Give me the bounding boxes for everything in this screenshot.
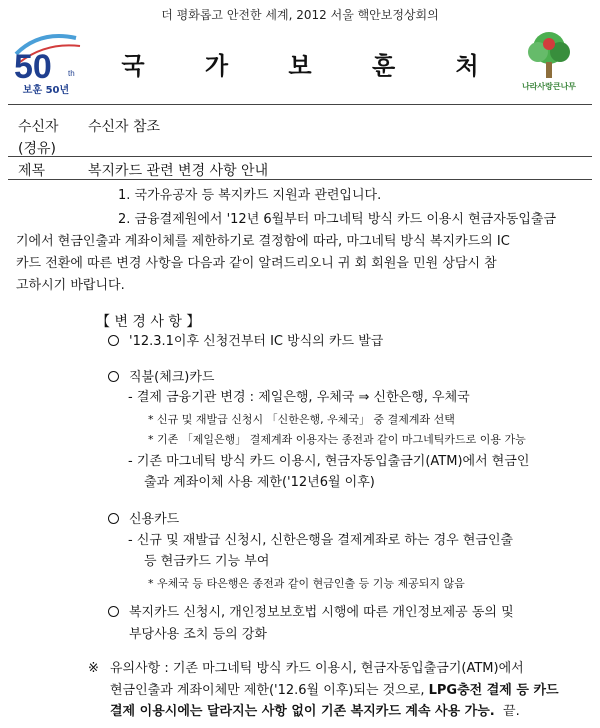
changes-heading: 【 변 경 사 항 】 [96,314,201,330]
nara-sarang-tree-logo [514,28,584,92]
notice-line-3-bold: 결제 이용시에는 달라지는 사항 없이 기존 복지카드 계속 사용 가능. [110,704,495,719]
change-item-2-b-line-1: - 기존 마그네틱 방식 카드 이용시, 현금자동입출금기(ATM)에서 현금인 [128,454,530,469]
paragraph-1: 1. 국가유공자 등 복지카드 지원과 관련입니다. [118,188,382,203]
meta-divider-bottom [8,179,592,180]
logo-left-caption: 보훈 50년 [22,85,70,96]
change-item-4-line-1 [108,603,514,623]
change-item-1-text: '12.3.1이후 신청건부터 IC 방식의 카드 발급 [129,334,384,349]
change-item-2 [108,368,215,388]
change-item-2-b-line-2: 출과 계좌이체 사용 제한('12년6월 이후) [144,475,375,490]
notice-line-2-plain: 현금인출과 계좌이체만 제한('12.6월 이후)되는 것으로, [110,683,429,698]
circle-bullet-icon [108,513,119,524]
end-mark: 끝. [503,704,520,719]
paragraph-2-line-4: 고하시기 바랍니다. [16,278,125,293]
change-item-3 [108,510,179,530]
logo-50-text: 50 [14,48,52,84]
change-item-4-line-2: 부당사용 조치 등의 강화 [129,627,267,642]
circle-bullet-icon [108,371,119,382]
slogan: 더 평화롭고 안전한 세계, 2012 서울 핵안보정상회의 [161,8,439,22]
notice-line-1: 유의사항 : 기존 마그네틱 방식 카드 이용시, 현금자동입출금기(ATM)에서 [110,661,524,676]
change-item-2-a: - 결제 금융기관 변경 : 제일은행, 우체국 ⇒ 신한은행, 우체국 [128,390,470,405]
subject-value: 복지카드 관련 변경 사항 안내 [88,163,269,179]
change-item-2-a2: * 기존 「제일은행」 결제계좌 이용자는 종전과 같이 마그네틱카드로 이용 가능 [148,433,526,446]
change-item-2-title: 직불(체크)카드 [129,370,215,385]
notice-mark: ※ [88,661,99,676]
recipient-label: 수신자 [18,119,59,135]
meta-divider-top [8,156,592,157]
change-item-3-a1: * 우체국 등 타은행은 종전과 같이 현금인출 등 기능 제공되지 않음 [148,577,465,590]
subject-label: 제목 [18,163,46,179]
change-item-2-a1: * 신규 및 재발급 신청시 「신한은행, 우체국」 중 결제계좌 선택 [148,413,455,426]
paragraph-2-line-2: 기에서 현금인출과 계좌이체를 제한하기로 결정함에 따라, 마그네틱 방식 복지카드의 IC [16,234,510,249]
notice-line-2 [110,681,559,701]
header-divider [8,104,592,105]
paragraph-2-line-1: 2. 금융결제원에서 '12년 6월부터 마그네틱 방식 카드 이용시 현금자동입출금 [118,212,557,227]
logo-right-caption: 나라사랑큰나무 [521,82,577,91]
circle-bullet-icon [108,606,119,617]
logo-th-text: th [68,69,75,78]
change-item-3-a-line-1: - 신규 및 재발급 신청시, 신한은행을 결제계좌로 하는 경우 현금인출 [128,533,514,548]
change-item-3-a-line-2: 등 현금카드 기능 부여 [144,554,270,569]
agency-title: 국 가 보 훈 처 [121,51,505,80]
recipient-value: 수신자 참조 [88,119,161,135]
notice-line-3 [110,702,520,722]
notice-line-2-bold: LPG충전 결제 등 카드 [428,683,559,698]
paragraph-2-line-3: 카드 전환에 따른 변경 사항을 다음과 같이 알려드리오니 귀 회 회원을 민원 상담시 참 [16,256,497,271]
change-item-4-text: 복지카드 신청시, 개인정보보호법 시행에 따른 개인정보제공 동의 및 [129,605,514,620]
change-item-1 [108,332,383,352]
via-label: (경유) [18,141,56,157]
circle-bullet-icon [108,335,119,346]
change-item-3-title: 신용카드 [129,512,180,527]
